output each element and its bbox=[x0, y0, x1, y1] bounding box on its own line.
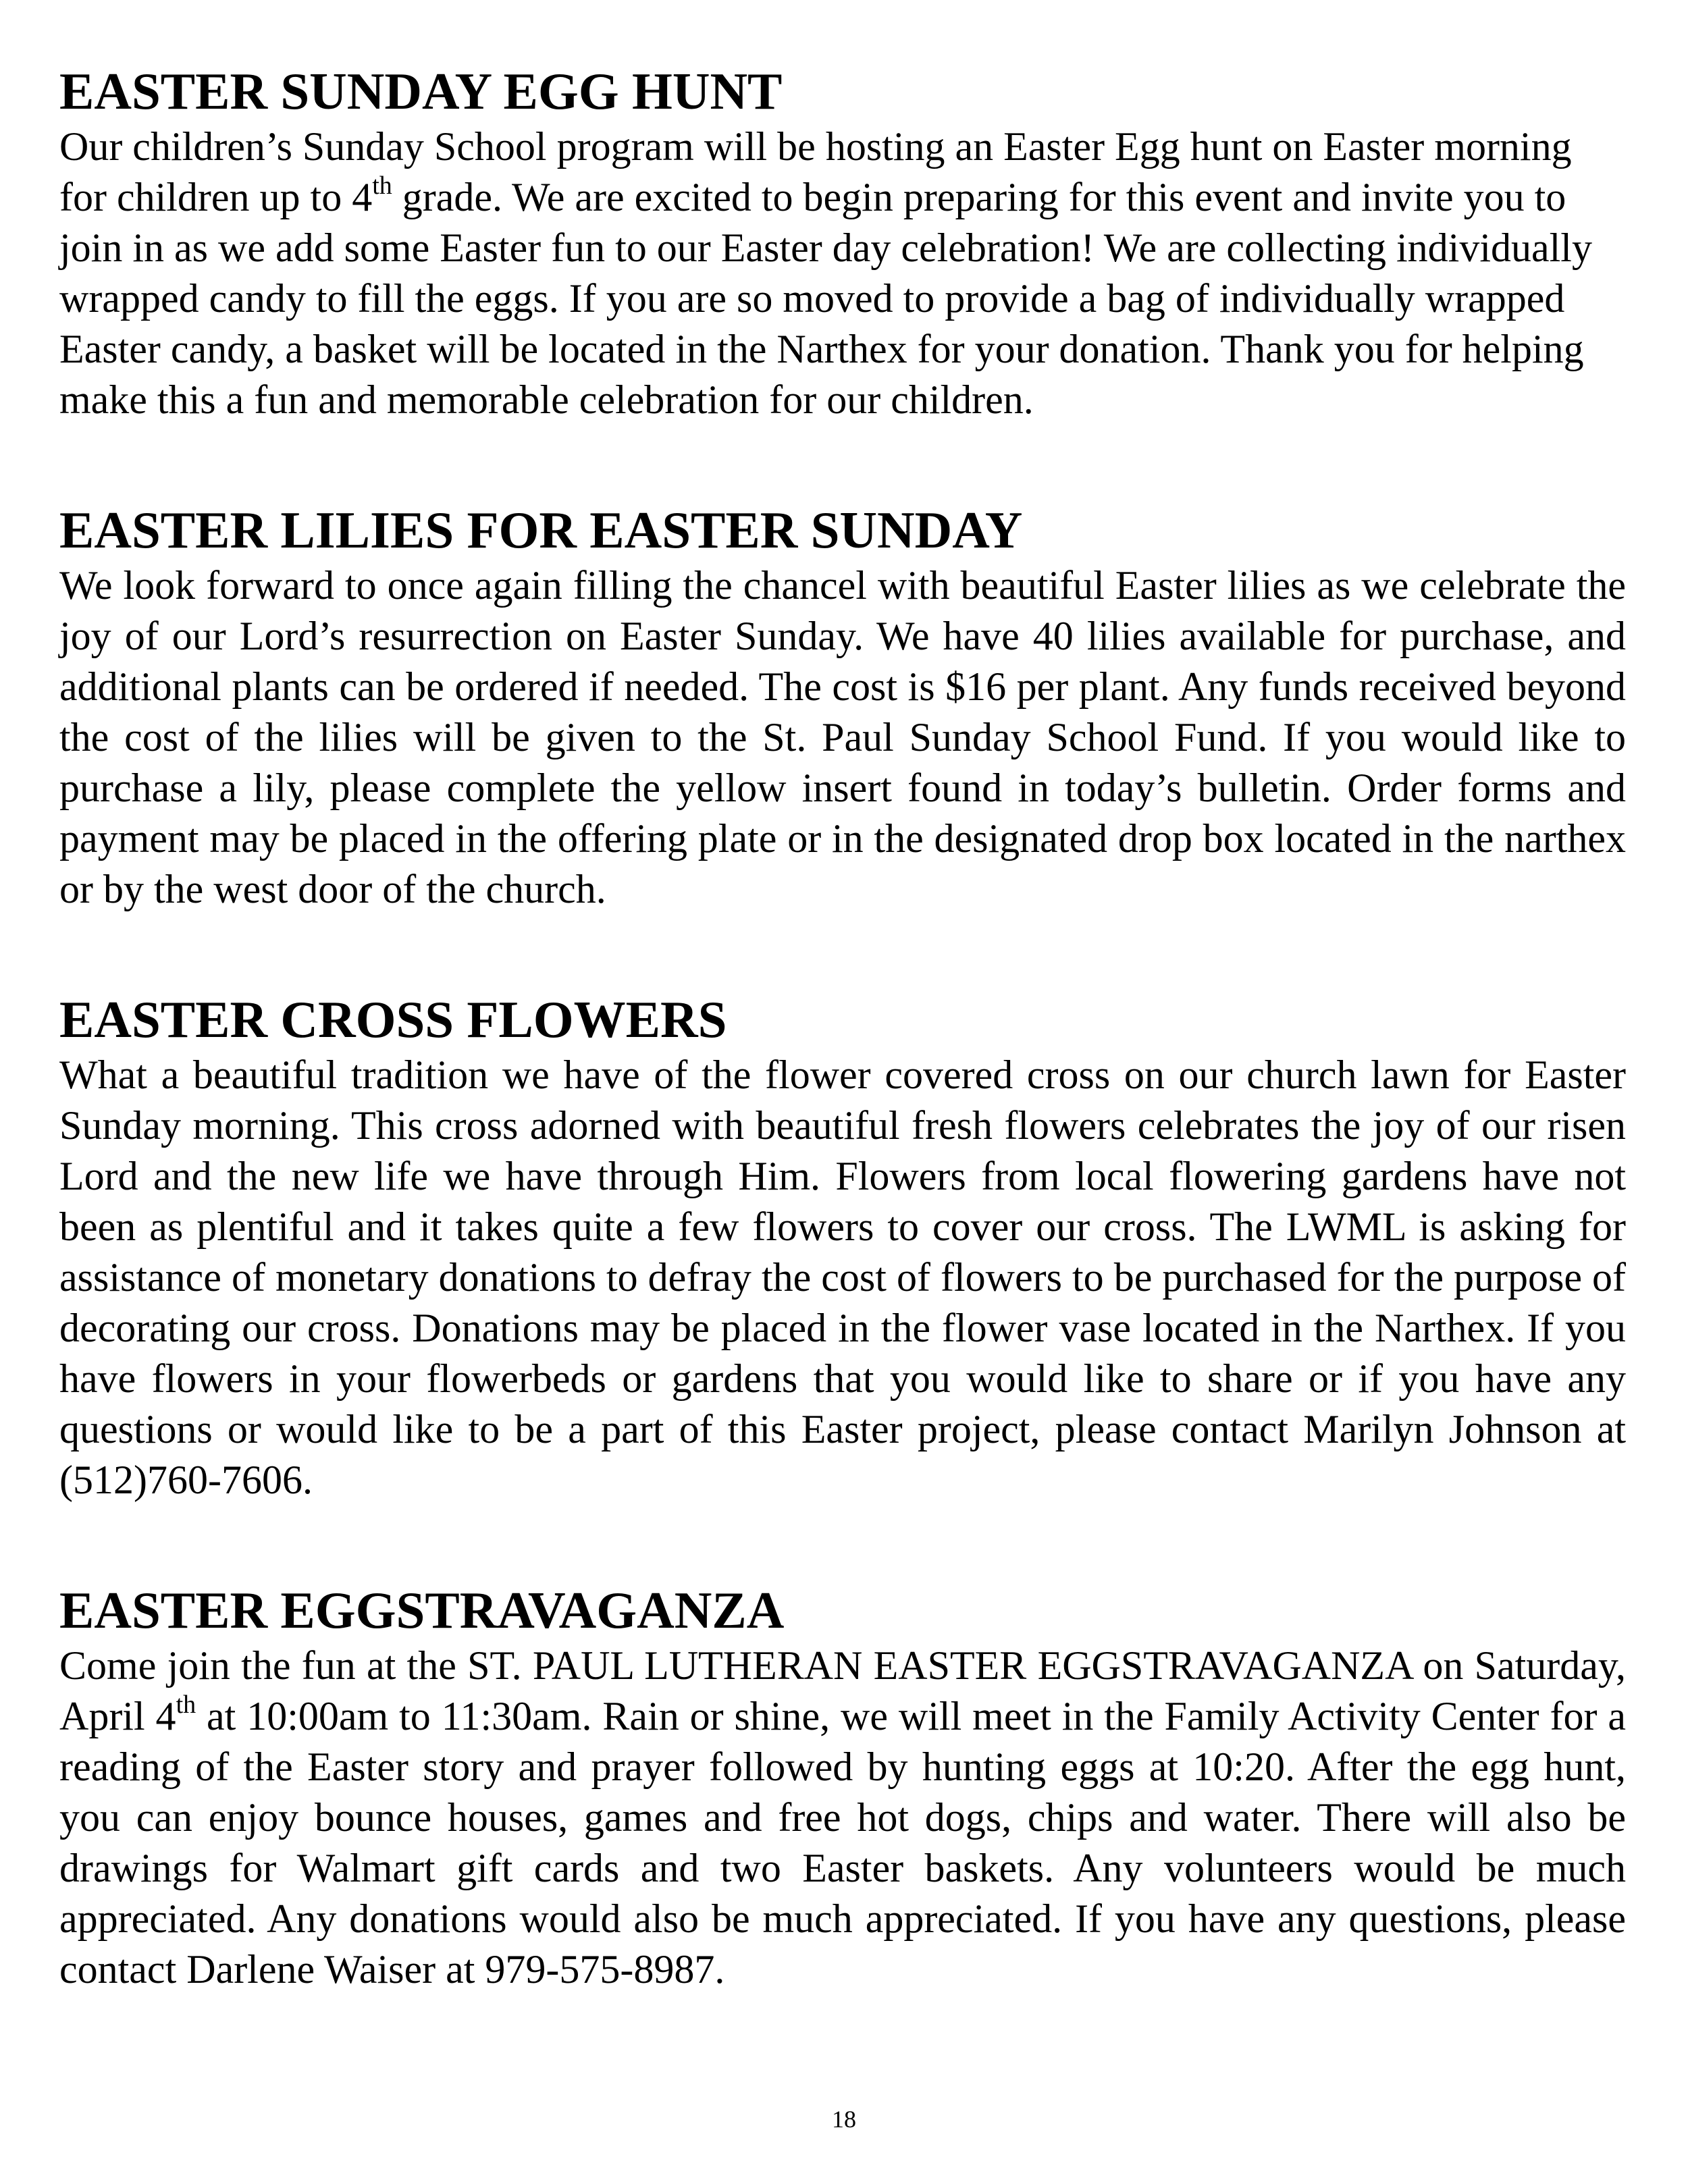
section-egg-hunt bbox=[59, 61, 1626, 425]
section-body: We look forward to once again filling the chancel with beautiful Easter lilies as we celebrate the joy of our Lord’s resurrection on Easter Sunday. We have 40 lilies available for purchase, and additional plants can be ordered if needed. The cost is $16 per plant. Any funds received beyond the cost of the lilies will be given to the St. Paul Sunday School Fund. If you would like to purchase a lily, please complete the yellow insert found in today’s bulletin. Order forms and payment may be placed in the offering plate or in the designated drop box located in the narthex or by the west door of the church. bbox=[59, 563, 1626, 911]
section-title: EASTER EGGSTRAVAGANZA bbox=[59, 1581, 785, 1639]
section-title: EASTER SUNDAY EGG HUNT bbox=[59, 62, 783, 120]
section-cross-flowers bbox=[59, 989, 1626, 1506]
section-body: What a beautiful tradition we have of the flower covered cross on our church lawn for Easter Sunday morning. This cross adorned with beautiful fresh flowers celebrates the joy of our risen Lord and the new life we have through Him. Flowers from local flowering gardens have not been as plentiful and it takes quite a few flowers to cover our cross. The LWML is asking for assistance of monetary donations to defray the cost of flowers to be purchased for the purpose of decorating our cross. Donations may be placed in the flower vase located in the Narthex. If you have flowers in your flowerbeds or gardens that you would like to share or if you have any questions or would like to be a part of this Easter project, please contact Marilyn Johnson at (512)760-7606. bbox=[59, 1053, 1626, 1502]
section-body: Our children’s Sunday School program will be hosting an Easter Egg hunt on Easter morning for children up to 4th grade. We are excited to begin preparing for this event and invite you to join in as we add some Easter fun to our Easter day celebration! We are collecting individually wrapped candy to fill the eggs. If you are so moved to provide a bag of individually wrapped Easter candy, a basket will be located in the Narthex for your donation. Thank you for helping make this a fun and memorable celebration for our children. bbox=[59, 124, 1592, 422]
section-title: EASTER CROSS FLOWERS bbox=[59, 990, 727, 1048]
section-body: Come join the fun at the ST. PAUL LUTHERAN EASTER EGGSTRAVAGANZA on Saturday, April 4th at 10:00am to 11:30am. Rain or shine, we will meet in the Family Activity Center for a reading of the Easter story and prayer followed by hunting eggs at 10:20. After the egg hunt, you can enjoy bounce houses, games and free hot dogs, chips and water. There will also be drawings for Walmart gift cards and two Easter baskets. Any volunteers would be much appreciated. Any donations would also be much appreciated. If you have any questions, please contact Darlene Waiser at 979-575-8987. bbox=[59, 1643, 1626, 1992]
section-title: EASTER LILIES FOR EASTER SUNDAY bbox=[59, 501, 1023, 559]
document-page bbox=[59, 61, 1626, 2069]
section-eggstravaganza bbox=[59, 1580, 1626, 1995]
page-number: 18 bbox=[832, 2106, 856, 2133]
section-easter-lilies bbox=[59, 500, 1626, 915]
